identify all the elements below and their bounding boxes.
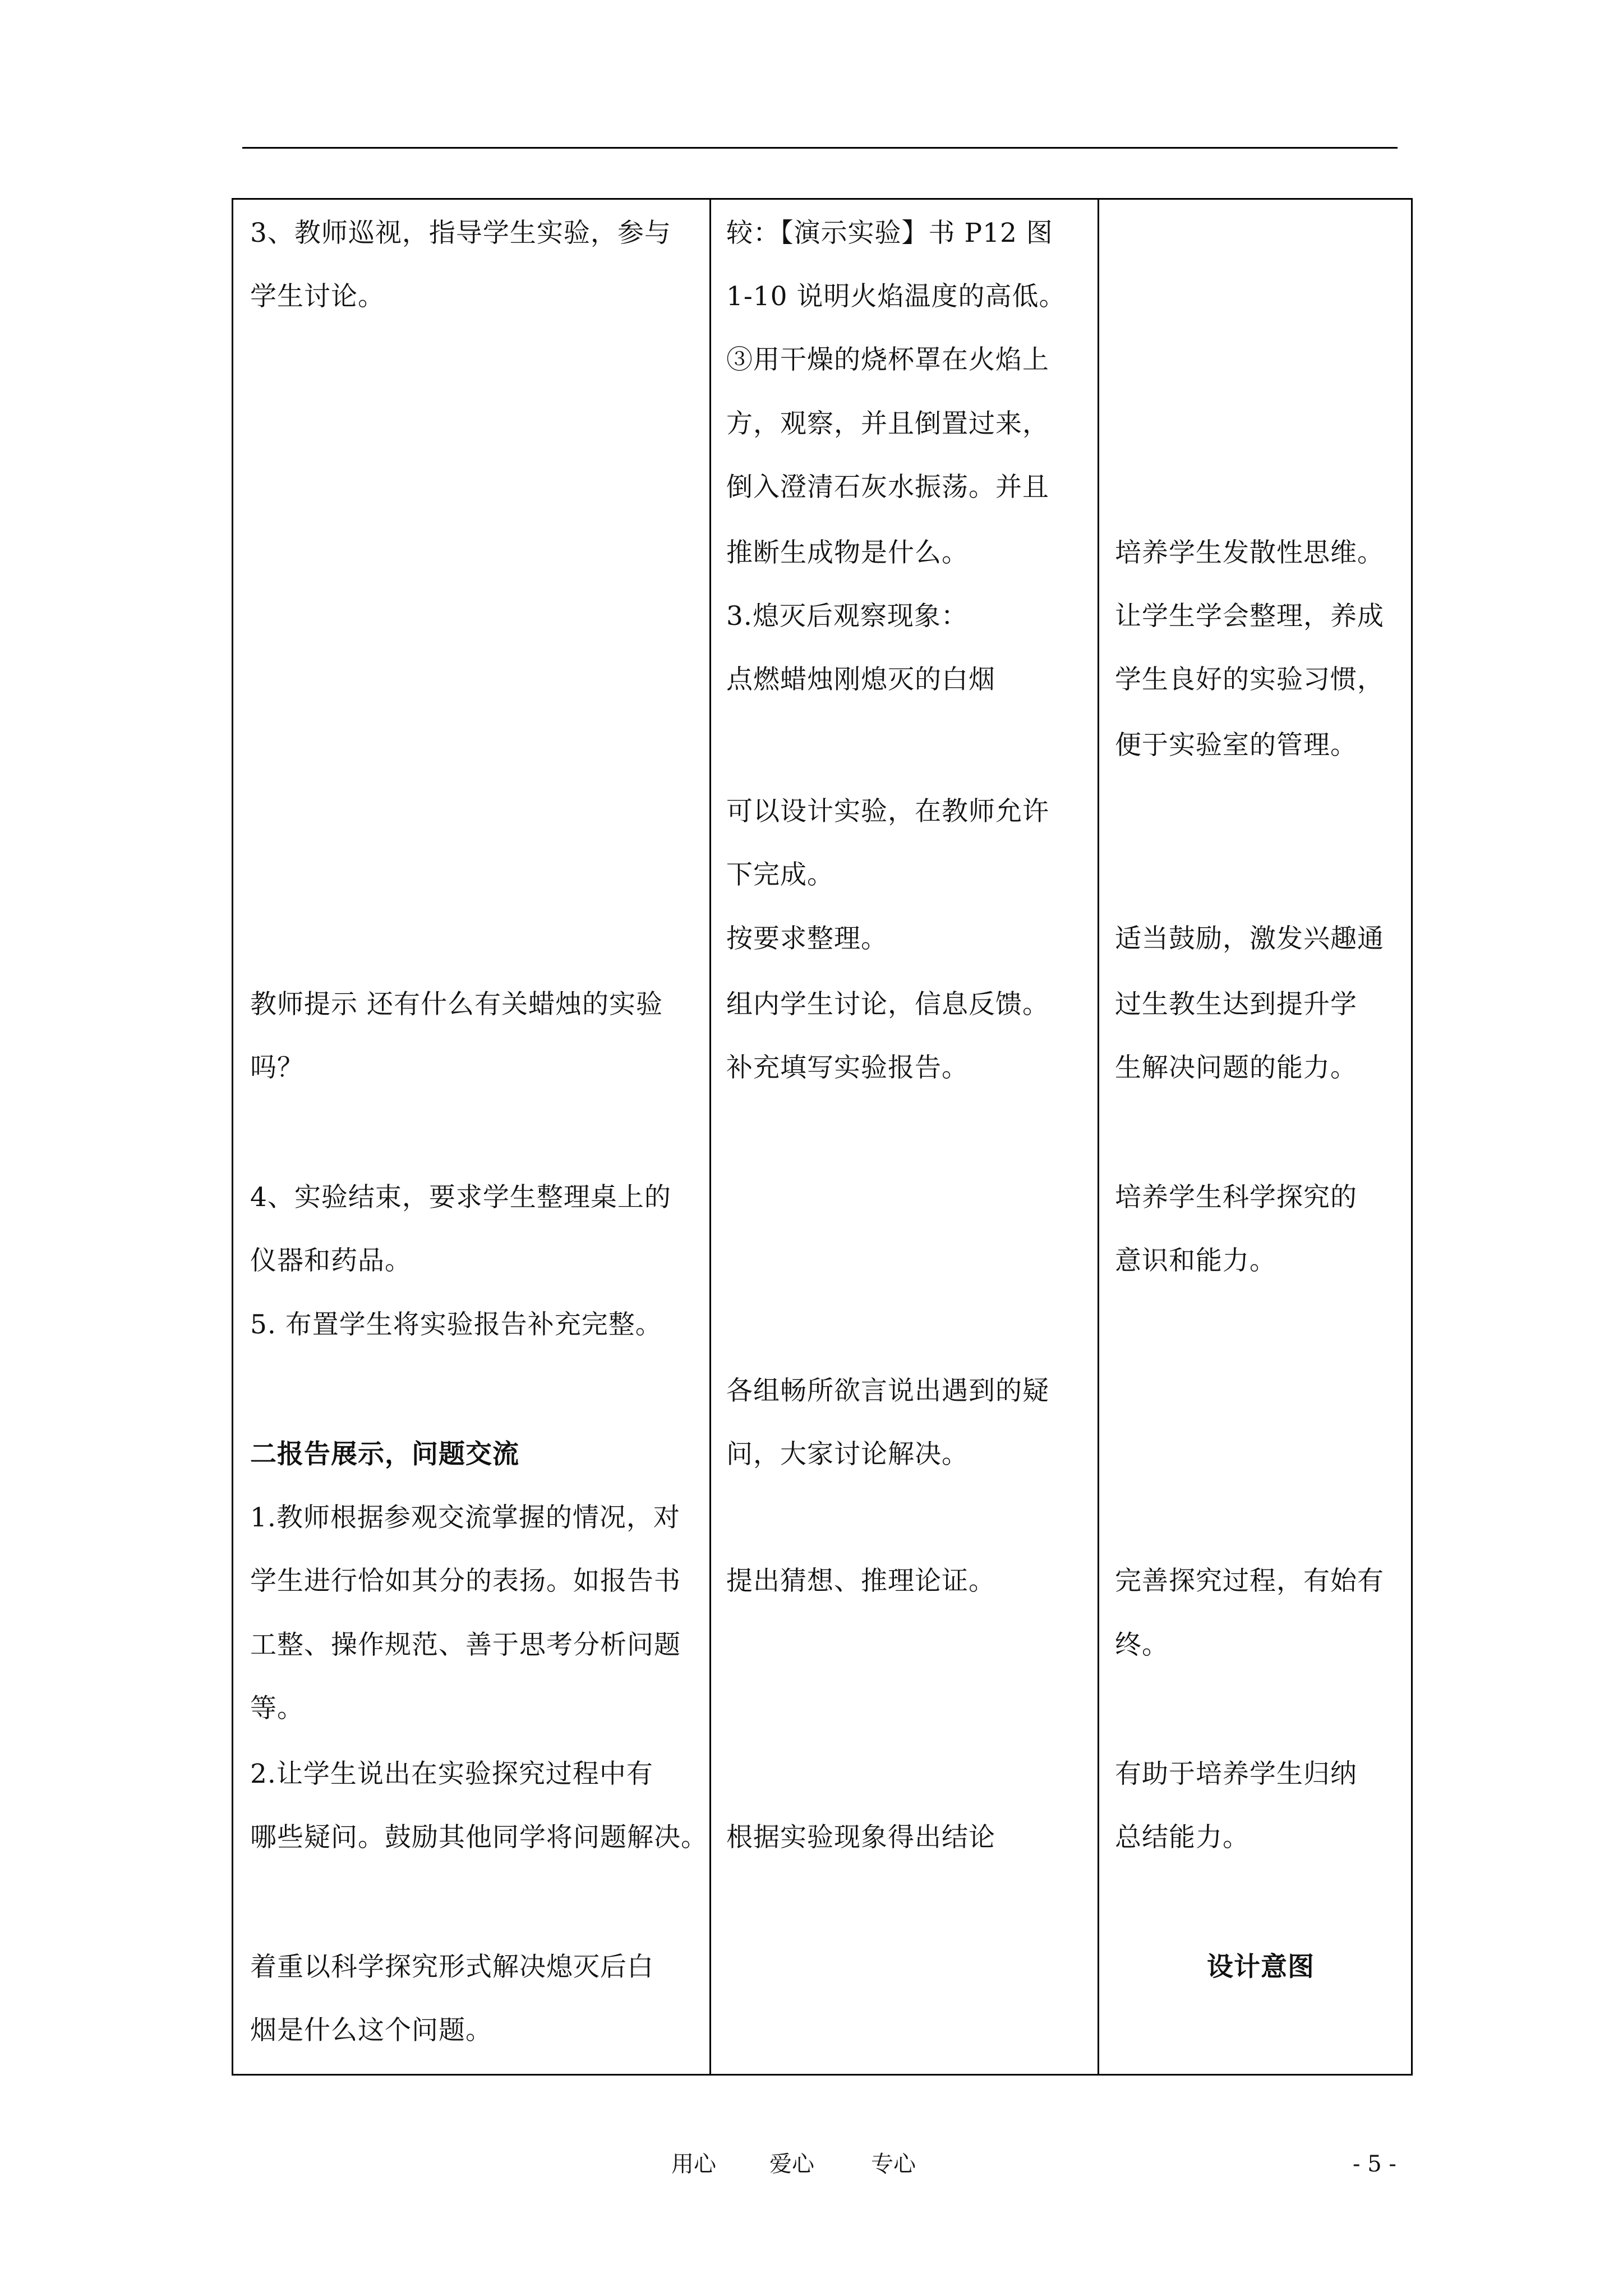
table-cell-line: 等。 bbox=[250, 1693, 304, 1724]
table-cell-line: 1-10 说明火焰温度的高低。 bbox=[726, 281, 1066, 312]
table-cell-line: 根据实验现象得出结论 bbox=[726, 1822, 995, 1853]
teacher-activity-column bbox=[250, 200, 706, 2074]
table-cell-line: 仪器和药品。 bbox=[250, 1245, 412, 1276]
table-cell-line: 终。 bbox=[1115, 1630, 1169, 1660]
table-cell-line: 吗？ bbox=[250, 1052, 304, 1083]
table-cell-line: 意识和能力。 bbox=[1115, 1245, 1276, 1276]
table-cell-line: 3.熄灭后观察现象： bbox=[726, 601, 968, 632]
table-cell-line: 可以设计实验，在教师允许 bbox=[726, 796, 1049, 827]
design-intent-label: 设计意图 bbox=[1207, 1952, 1315, 1982]
footer-motto-2: 爱心 bbox=[769, 2151, 814, 2177]
page-number: - 5 - bbox=[1353, 2151, 1396, 2177]
table-cell-line: 学生进行恰如其分的表扬。如报告书 bbox=[250, 1566, 681, 1596]
table-cell-line: 点燃蜡烛刚熄灭的白烟 bbox=[726, 664, 995, 695]
table-cell-line: 4、实验结束，要求学生整理桌上的 bbox=[250, 1182, 671, 1213]
table-cell-line: 组内学生讨论，信息反馈。 bbox=[726, 989, 1049, 1020]
table-cell-line: 工整、操作规范、善于思考分析问题 bbox=[250, 1630, 681, 1660]
table-cell-line: 各组畅所欲言说出遇到的疑 bbox=[726, 1375, 1049, 1406]
table-cell-line: 下完成。 bbox=[726, 859, 834, 890]
table-cell-line: ③用干燥的烧杯罩在火焰上 bbox=[726, 344, 1049, 375]
table-cell-line: 有助于培养学生归纳 bbox=[1115, 1759, 1357, 1789]
table-cell-line: 提出猜想、推理论证。 bbox=[726, 1566, 995, 1596]
table-cell-line: 着重以科学探究形式解决熄灭后白 bbox=[250, 1952, 654, 1982]
design-intent-column bbox=[1115, 200, 1407, 2074]
table-cell-line: 教师提示 还有什么有关蜡烛的实验 bbox=[250, 989, 663, 1020]
table-cell-line: 补充填写实验报告。 bbox=[726, 1052, 969, 1083]
table-cell-line: 完善探究过程，有始有 bbox=[1115, 1566, 1384, 1596]
footer-motto-1: 用心 bbox=[671, 2151, 716, 2177]
table-cell-line: 总结能力。 bbox=[1115, 1822, 1249, 1853]
table-cell-line: 方，观察，并且倒置过来， bbox=[726, 408, 1049, 439]
table-cell-line: 便于实验室的管理。 bbox=[1115, 730, 1357, 761]
section-heading: 二报告展示，问题交流 bbox=[250, 1439, 519, 1470]
column-divider bbox=[1098, 200, 1099, 2074]
table-cell-line: 2.让学生说出在实验探究过程中有 bbox=[250, 1759, 653, 1789]
header-rule bbox=[242, 147, 1398, 149]
table-cell-line: 学生良好的实验习惯， bbox=[1115, 664, 1384, 695]
table-cell-line: 培养学生发散性思维。 bbox=[1115, 537, 1384, 568]
table-cell-line: 5. 布置学生将实验报告补充完整。 bbox=[250, 1309, 662, 1340]
table-cell-line: 过生教生达到提升学 bbox=[1115, 989, 1357, 1020]
lesson-table bbox=[232, 198, 1413, 2076]
table-cell-line: 让学生学会整理，养成 bbox=[1115, 601, 1384, 632]
table-cell-line: 问，大家讨论解决。 bbox=[726, 1439, 969, 1470]
table-cell-line: 适当鼓励，激发兴趣通 bbox=[1115, 923, 1384, 954]
table-cell-line: 哪些疑问。鼓励其他同学将问题解决。 bbox=[250, 1822, 708, 1853]
table-cell-line: 学生讨论。 bbox=[250, 281, 385, 312]
footer-motto-3: 专心 bbox=[871, 2151, 916, 2177]
table-cell-line: 3、教师巡视，指导学生实验，参与 bbox=[250, 218, 671, 249]
table-cell-line: 烟是什么这个问题。 bbox=[250, 2015, 492, 2046]
table-cell-line: 1.教师根据参观交流掌握的情况，对 bbox=[250, 1502, 680, 1533]
table-cell-line: 按要求整理。 bbox=[726, 923, 888, 954]
table-cell-line: 生解决问题的能力。 bbox=[1115, 1052, 1357, 1083]
table-cell-line: 倒入澄清石灰水振荡。并且 bbox=[726, 472, 1049, 503]
student-activity-column bbox=[726, 200, 1094, 2074]
column-divider bbox=[709, 200, 711, 2074]
table-cell-line: 培养学生科学探究的 bbox=[1115, 1182, 1357, 1213]
table-cell-line: 较：【演示实验】书 P12 图 bbox=[726, 218, 1053, 249]
table-cell-line: 推断生成物是什么。 bbox=[726, 537, 969, 568]
